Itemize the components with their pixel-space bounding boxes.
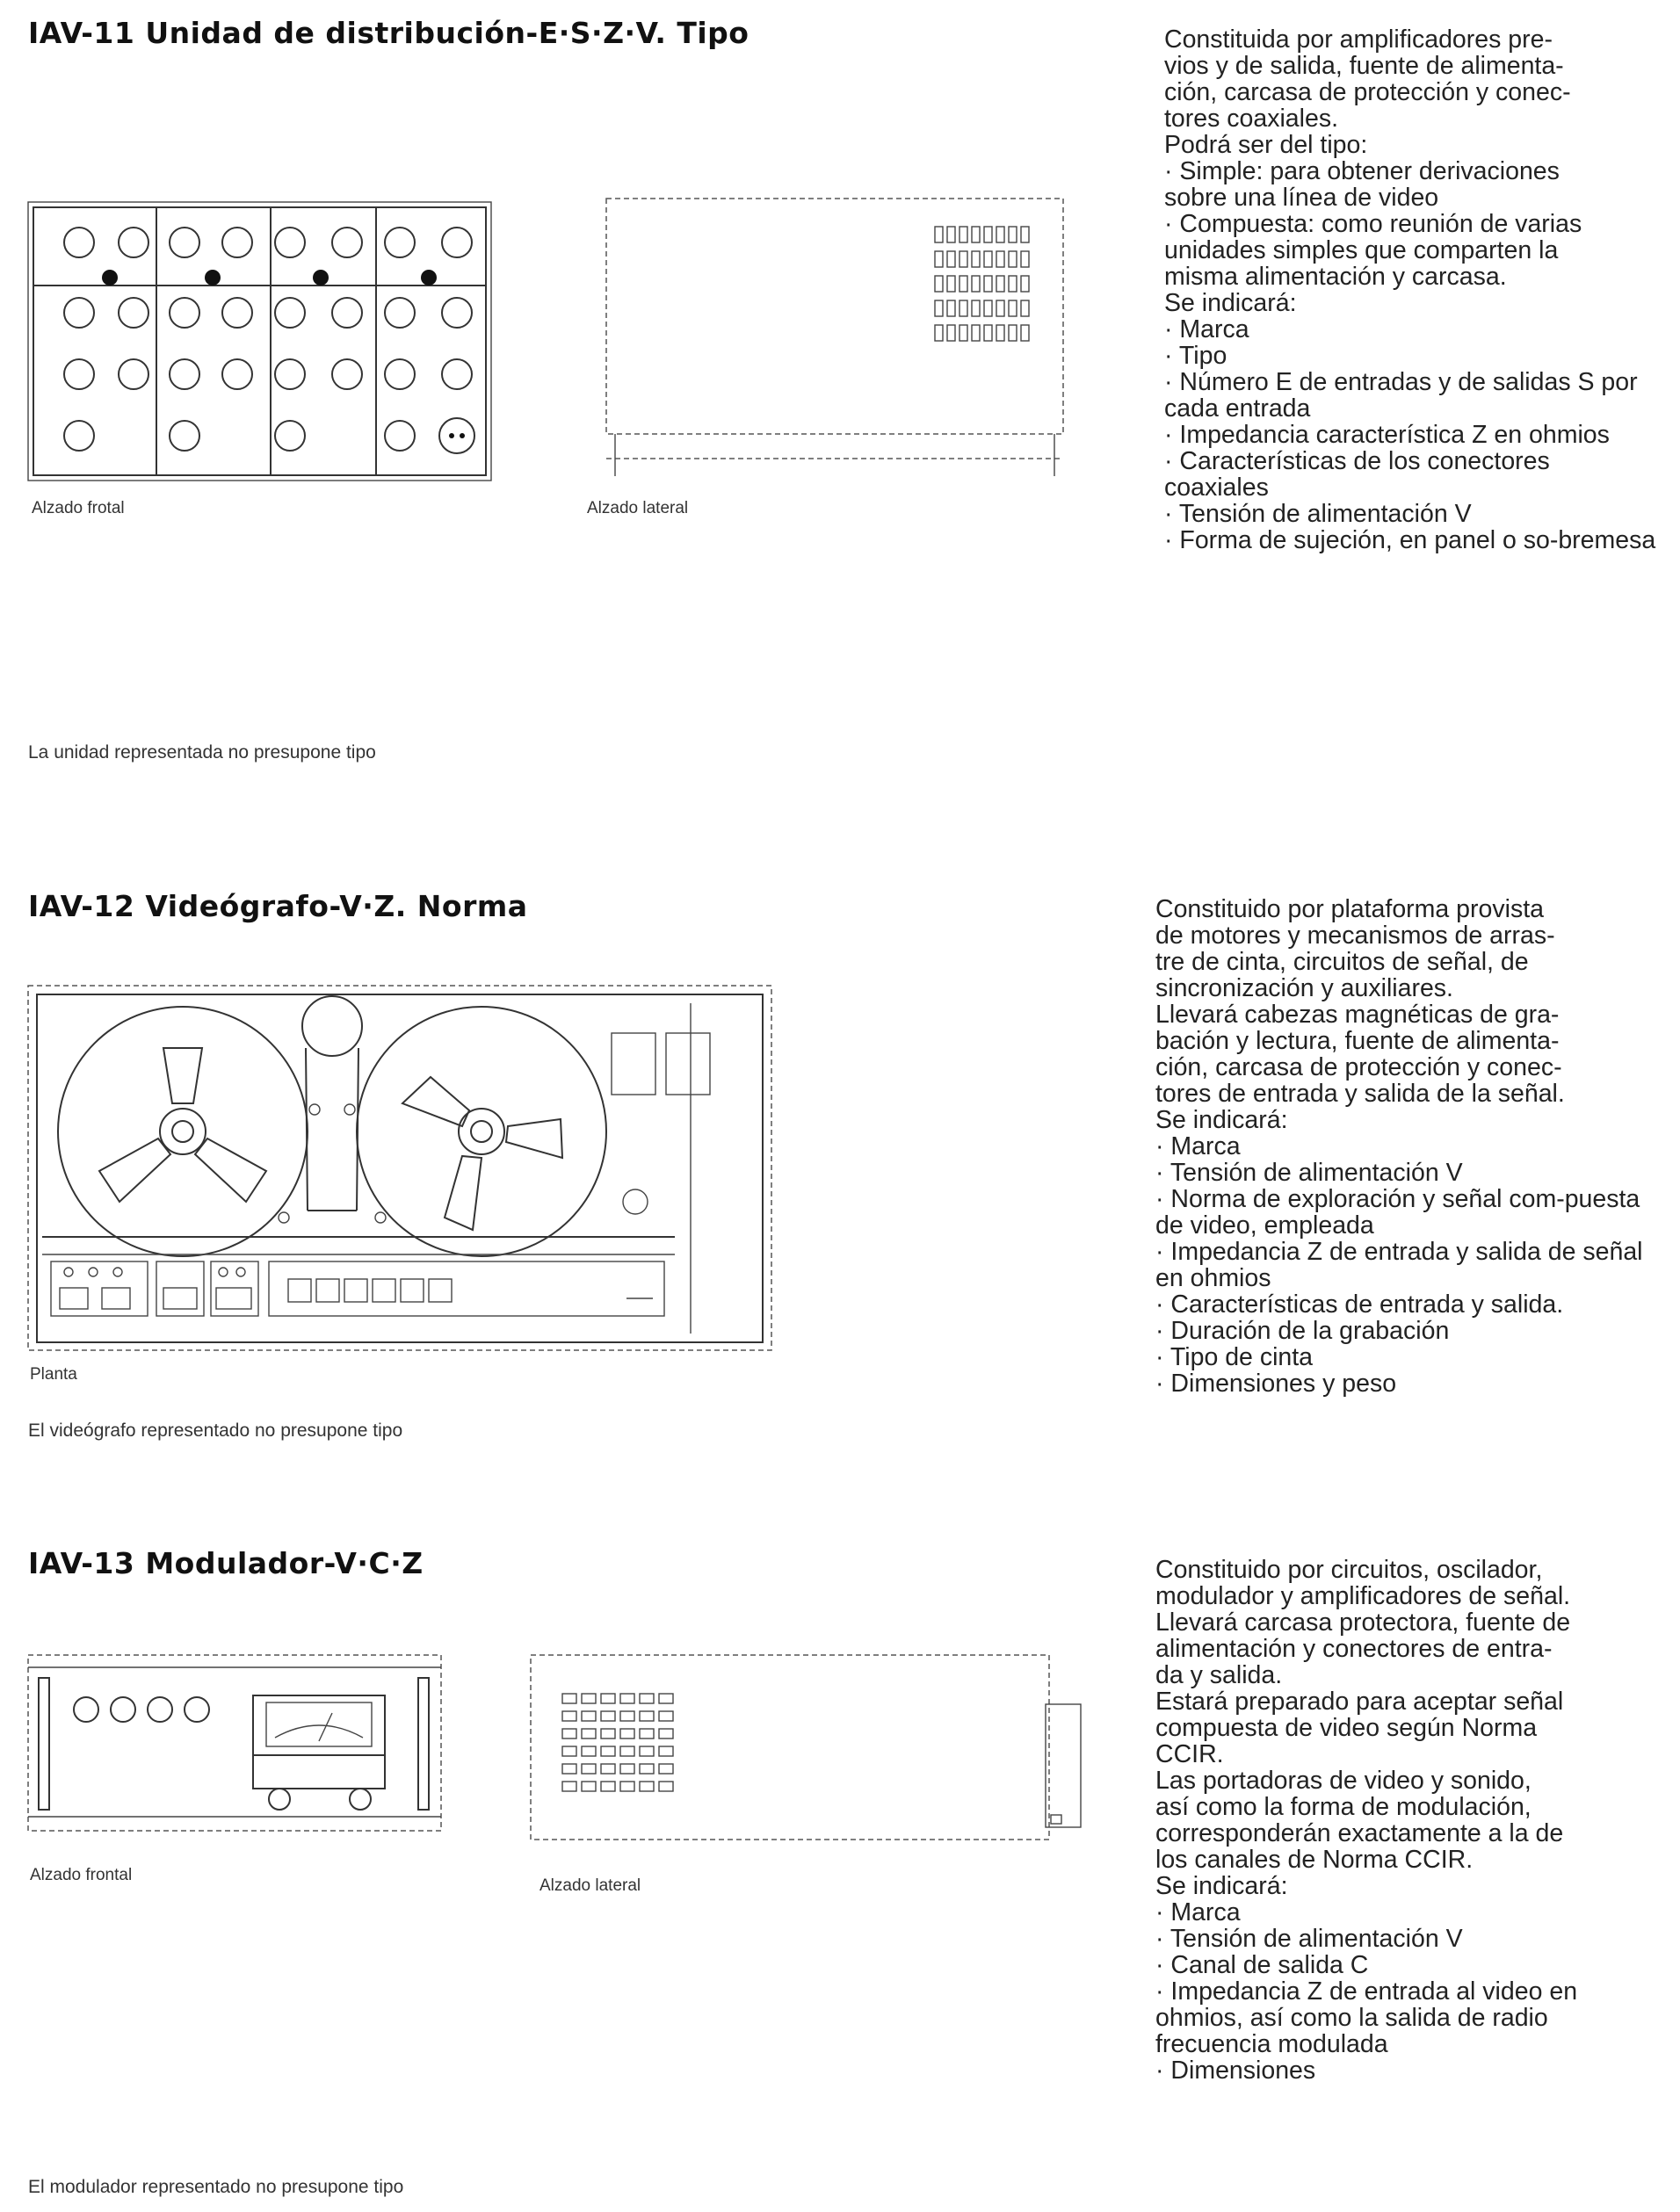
section-2-items (1155, 1133, 1647, 1397)
section-1-title: IAV-11 Unidad de distribución-E·S·Z·V. Tipo (28, 16, 749, 50)
section-3-title: IAV-13 Modulador-V·C·Z (28, 1546, 424, 1580)
section-3-items (1155, 1899, 1647, 2084)
distribution-unit-side-drawing (580, 195, 1090, 485)
list-item: · Canal de salida C (1155, 1952, 1647, 1978)
section-2-note: El videógrafo representado no presupone tipo (28, 1420, 403, 1441)
section-3-description (1155, 1557, 1647, 2084)
list-item: · Dimensiones y peso (1155, 1370, 1647, 1397)
section-1-caption-side: Alzado lateral (587, 499, 689, 517)
section-2-title: IAV-12 Videógrafo-V·Z. Norma (28, 889, 528, 923)
list-item: · Número E de entradas y de salidas S por cada entrada (1164, 369, 1656, 422)
list-item: · Duración de la grabación (1155, 1318, 1647, 1344)
section-1-caption-front: Alzado frotal (32, 499, 125, 517)
section-3-caption-side: Alzado lateral (539, 1876, 641, 1895)
list-item: · Dimensiones (1155, 2057, 1647, 2084)
section-1-description (1164, 26, 1656, 553)
section-1-note: La unidad representada no presupone tipo (28, 742, 376, 763)
section-1-items (1164, 316, 1656, 553)
section-3-note: El modulador representado no presupone tipo (28, 2177, 404, 2197)
list-item: · Tensión de alimentación V (1164, 501, 1656, 527)
list-item: · Impedancia Z de entrada al video en ohmios, así como la salida de radio frecuencia modulada (1155, 1978, 1647, 2057)
section-3-caption-front: Alzado frontal (30, 1866, 133, 1884)
section-2-caption-plan: Planta (30, 1365, 77, 1384)
section-3-intro: Constituido por circuitos, oscilador, modulador y amplificadores de señal. Llevará carcasa protectora, fuente de alimentación y conectores de entra- da y salida. Estará preparado para aceptar señal compuesta de video según Norma CCIR. Las portadoras de video y sonido, así como la forma de modulación, corresponderán exactamente a la de los canales de Norma CCIR. Se indicará: (1155, 1556, 1571, 1900)
section-2-description (1155, 896, 1647, 1397)
list-item: · Impedancia característica Z en ohmios (1164, 422, 1656, 448)
list-item: · Marca (1155, 1133, 1647, 1160)
distribution-unit-front-drawing (26, 200, 501, 490)
list-item: · Tensión de alimentación V (1155, 1926, 1647, 1952)
list-item: · Marca (1155, 1899, 1647, 1926)
list-item: · Norma de exploración y señal com-puesta de video, empleada (1155, 1186, 1647, 1239)
list-item: · Características de entrada y salida. (1155, 1291, 1647, 1318)
list-item: · Tipo de cinta (1155, 1344, 1647, 1370)
video-recorder-plan-drawing (25, 982, 780, 1360)
list-item: · Impedancia Z de entrada y salida de señal en ohmios (1155, 1239, 1647, 1291)
list-item: · Marca (1164, 316, 1656, 343)
list-item: · Forma de sujeción, en panel o so-bremesa (1164, 527, 1656, 553)
section-2-intro: Constituido por plataforma provista de motores y mecanismos de arras- tre de cinta, circuitos de señal, de sincronización y auxiliares. Llevará cabezas magnéticas de gra- bación y lectura, fuente de alimenta- ción, carcasa de protección y conec- tores de entrada y salida de la señal. Se indicará: (1155, 895, 1565, 1134)
list-item: · Características de los conectores coaxiales (1164, 448, 1656, 501)
list-item: · Tensión de alimentación V (1155, 1160, 1647, 1186)
modulator-front-drawing (25, 1652, 446, 1840)
modulator-side-drawing (527, 1652, 1098, 1854)
list-item: · Tipo (1164, 343, 1656, 369)
section-1-intro: Constituida por amplificadores pre- vios y de salida, fuente de alimenta- ción, carcasa de protección y conec- tores coaxiales. Podrá ser del tipo: · Simple: para obtener derivaciones sobre una línea de video · Compuesta: como reunión de varias unidades simples que comparten la misma alimentación y carcasa. Se indicará: (1164, 25, 1582, 317)
